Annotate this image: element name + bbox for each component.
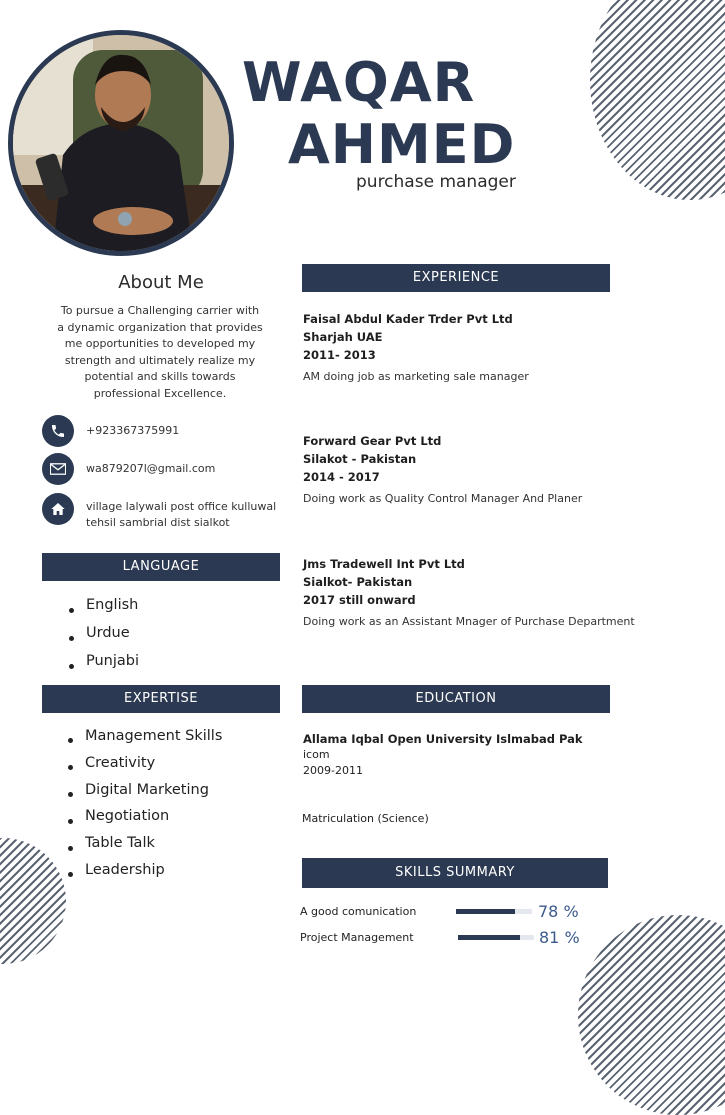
experience-entry	[303, 555, 713, 631]
language-item: Urdue	[86, 625, 139, 653]
company-location: Sharjah UAE	[303, 330, 383, 344]
first-name: WAQAR	[242, 51, 476, 114]
skills-heading: SKILLS SUMMARY	[302, 858, 608, 888]
education-period: 2009-2011	[303, 764, 363, 777]
company-name: Faisal Abdul Kader Trder Pvt Ltd	[303, 312, 513, 326]
skill-percent: 81 %	[539, 928, 580, 947]
experience-entry	[303, 432, 703, 508]
expertise-item: Negotiation	[85, 808, 222, 835]
profile-photo	[8, 30, 234, 256]
education-entry	[302, 810, 602, 828]
decor-circle-top-right	[590, 0, 725, 200]
language-item: Punjabi	[86, 653, 139, 681]
education-entry	[303, 731, 703, 779]
skill-label: Project Management	[300, 931, 414, 944]
address	[86, 499, 296, 531]
job-period: 2011- 2013	[303, 348, 376, 362]
company-name: Jms Tradewell Int Pvt Ltd	[303, 557, 465, 571]
job-title: purchase manager	[356, 172, 516, 192]
job-description: Doing work as Quality Control Manager And Planer	[303, 492, 583, 505]
job-period: 2017 still onward	[303, 593, 416, 607]
language-item: English	[86, 597, 139, 625]
decor-circle-bottom-right	[578, 915, 725, 1115]
job-period: 2014 - 2017	[303, 470, 380, 484]
home-icon	[42, 493, 74, 525]
skill-bar	[458, 935, 534, 940]
expertise-item: Table Talk	[85, 835, 222, 862]
email-address: wa879207l@gmail.com	[86, 462, 216, 475]
company-location: Silakot - Pakistan	[303, 452, 417, 466]
person-illustration	[13, 35, 229, 251]
decor-circle-bottom-left	[0, 838, 66, 964]
skill-label: A good comunication	[300, 905, 417, 918]
experience-heading: EXPERIENCE	[302, 264, 610, 292]
last-name: AHMED	[288, 113, 516, 176]
expertise-list	[63, 728, 222, 889]
company-location: Sialkot- Pakistan	[303, 575, 413, 589]
skill-bar	[456, 909, 532, 914]
about-heading: About Me	[118, 272, 204, 293]
degree-name: icom	[303, 748, 330, 761]
skill-bar-fill	[458, 935, 520, 940]
school-name: Allama Iqbal Open University Islmabad Pak	[303, 732, 583, 746]
mail-icon	[42, 453, 74, 485]
address-line-1: village lalywali post office kulluwal	[86, 500, 277, 513]
about-text: To pursue a Challenging carrier with a dynamic organization that provides me opportunities to developed my strength and ultimately realize my potential and skills towards professional Excellence.	[57, 304, 263, 400]
degree-name: Matriculation (Science)	[302, 812, 429, 825]
company-name: Forward Gear Pvt Ltd	[303, 434, 442, 448]
expertise-heading: EXPERTISE	[42, 685, 280, 713]
skill-percent: 78 %	[538, 902, 579, 921]
skill-bar-fill	[456, 909, 515, 914]
language-heading: LANGUAGE	[42, 553, 280, 581]
expertise-item: Management Skills	[85, 728, 222, 755]
expertise-item: Digital Marketing	[85, 782, 222, 809]
experience-entry	[303, 310, 703, 386]
expertise-item: Creativity	[85, 755, 222, 782]
phone-number: +923367375991	[86, 424, 180, 437]
job-description: Doing work as an Assistant Mnager of Purchase Department	[303, 615, 635, 628]
expertise-item: Leadership	[85, 862, 222, 889]
phone-icon	[42, 415, 74, 447]
job-description: AM doing job as marketing sale manager	[303, 370, 529, 383]
education-heading: EDUCATION	[302, 685, 610, 713]
language-list	[64, 597, 139, 681]
address-line-2: tehsil sambrial dist sialkot	[86, 516, 230, 529]
